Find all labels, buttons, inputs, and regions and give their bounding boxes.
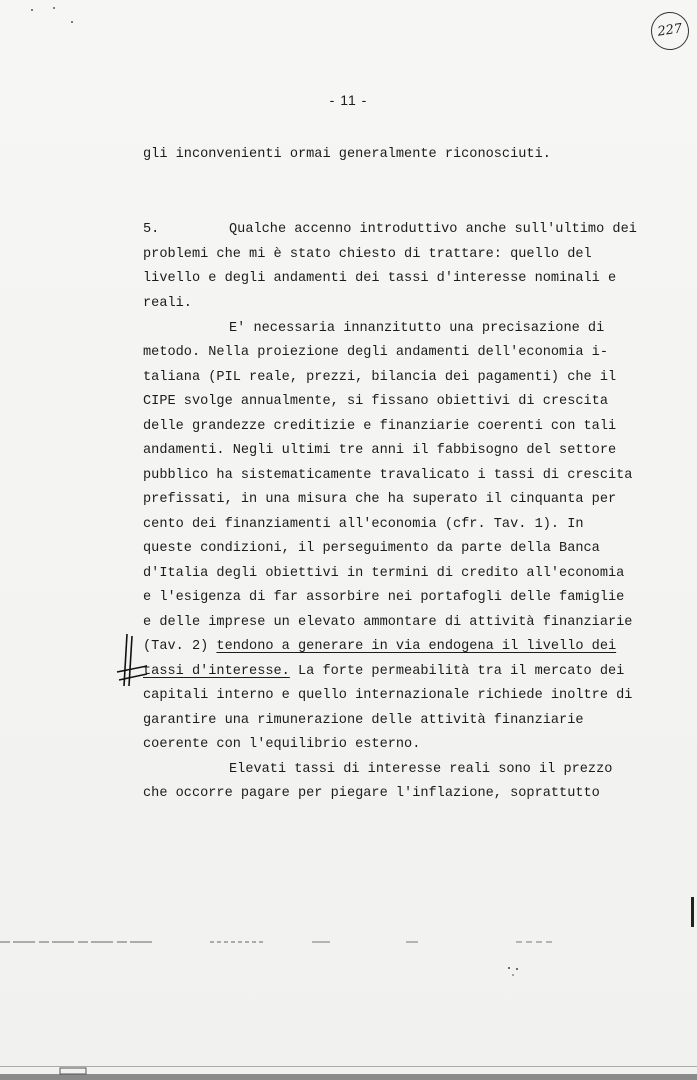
text-line: problemi che mi è stato chiesto di trattare: quello del [143,247,592,262]
text-line: delle grandezze creditizie e finanziarie coerenti con tali [143,419,617,434]
handwritten-margin-mark-icon [115,632,149,688]
underlined-text: tendono a generare in via endogena il livello dei [216,639,617,654]
text-line [143,639,616,654]
scan-dashed-rule [0,938,697,946]
text-line: pubblico ha sistematicamente travalicato i tassi di crescita [143,468,633,483]
text-line: prefissati, in una misura che ha superato il cinquanta per [143,492,617,507]
scan-speck [505,965,525,979]
text-line: e delle imprese un elevato ammontare di attività finanziarie [143,615,633,630]
archive-stamp: 227 [649,10,692,53]
text-line: reali. [143,296,192,311]
text-line: capitali interno e quello internazionale richiede inoltre di [143,688,633,703]
section-number: 5. [143,222,160,237]
text-segment: (Tav. 2) [143,639,217,654]
text-line: Qualche accenno introduttivo anche sull'ultimo dei [229,222,637,237]
text-line: e l'esigenza di far assorbire nei portafogli delle famiglie [143,590,625,605]
text-line: coerente con l'equilibrio esterno. [143,737,421,752]
scan-edge-mark [636,895,697,945]
scan-bottom-edge [0,1066,697,1080]
text-line: CIPE svolge annualmente, si fissano obiettivi di crescita [143,394,608,409]
text-line [143,664,624,679]
text-segment: La forte permeabilità tra il mercato dei [289,664,625,679]
text-line: livello e degli andamenti dei tassi d'interesse nominali e [143,271,617,286]
text-line: garantire una rimunerazione delle attività finanziarie [143,713,584,728]
text-line: Elevati tassi di interesse reali sono il prezzo [229,762,613,777]
text-line: E' necessaria innanzitutto una precisazione di [229,321,605,336]
text-line: andamenti. Negli ultimi tre anni il fabbisogno del settore [143,443,617,458]
text-line: gli inconvenienti ormai generalmente riconosciuti. [143,147,551,162]
text-line: queste condizioni, il perseguimento da parte della Banca [143,541,600,556]
underlined-text: tassi d'interesse. [143,664,290,679]
text-line: d'Italia degli obiettivi in termini di credito all'economia [143,566,625,581]
text-line: cento dei finanziamenti all'economia (cfr. Tav. 1). In [143,517,584,532]
scan-speck [30,6,80,36]
text-line: taliana (PIL reale, prezzi, bilancia dei pagamenti) che il [143,370,617,385]
text-line: che occorre pagare per piegare l'inflazione, soprattutto [143,786,600,801]
page-number: - 11 - [329,92,368,108]
text-line: metodo. Nella proiezione degli andamenti dell'economia i- [143,345,608,360]
